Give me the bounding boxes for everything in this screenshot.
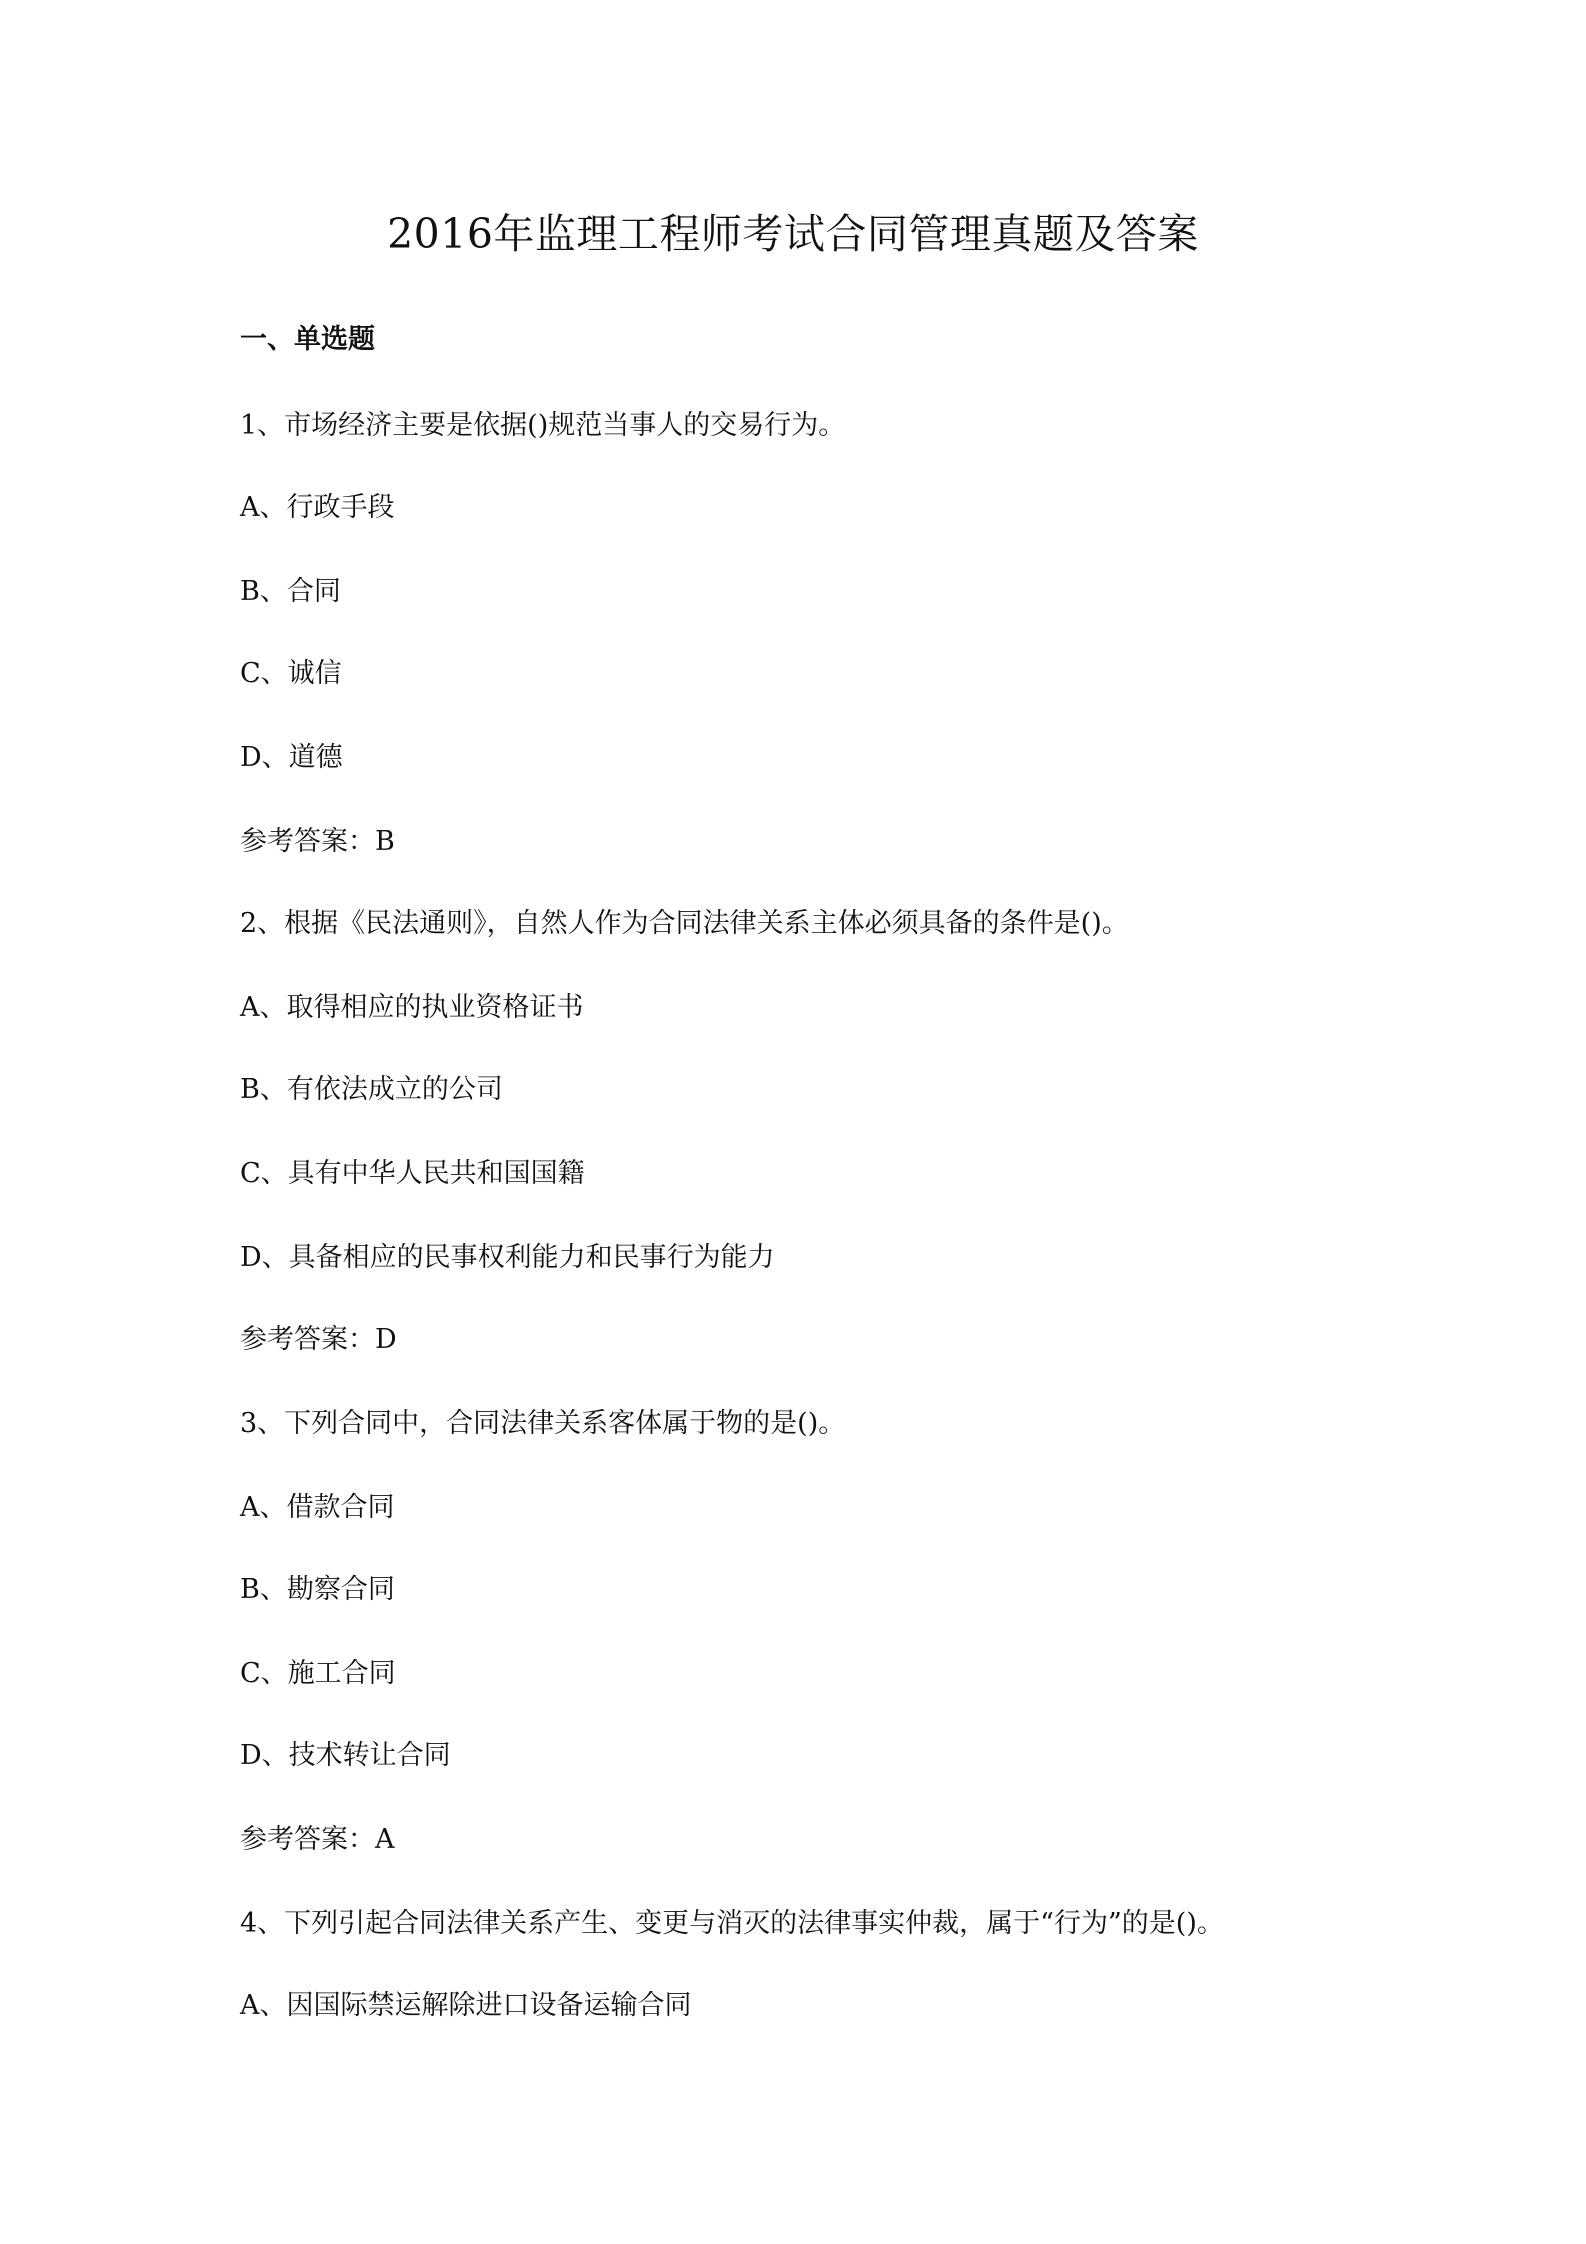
question-3-stem: 3、下列合同中，合同法律关系客体属于物的是()。 bbox=[240, 1408, 846, 1439]
section-heading: 一、单选题 bbox=[240, 324, 375, 355]
question-3-option-a: A、借款合同 bbox=[240, 1492, 395, 1523]
question-2-option-b: B、有依法成立的公司 bbox=[240, 1074, 503, 1105]
question-2-answer: 参考答案：D bbox=[240, 1324, 397, 1355]
question-2-stem: 2、根据《民法通则》，自然人作为合同法律关系主体必须具备的条件是()。 bbox=[240, 908, 1129, 939]
question-2-option-a: A、取得相应的执业资格证书 bbox=[240, 992, 584, 1023]
question-2-option-c: C、具有中华人民共和国国籍 bbox=[240, 1158, 585, 1189]
question-3-option-d: D、技术转让合同 bbox=[240, 1740, 451, 1771]
question-1-stem: 1、市场经济主要是依据()规范当事人的交易行为。 bbox=[240, 410, 846, 441]
document-title: 2016年监理工程师考试合同管理真题及答案 bbox=[387, 210, 1199, 258]
question-1-option-b: B、合同 bbox=[240, 576, 341, 607]
question-1-option-a: A、行政手段 bbox=[240, 492, 395, 523]
question-2-option-d: D、具备相应的民事权利能力和民事行为能力 bbox=[240, 1242, 775, 1273]
question-3-option-c: C、施工合同 bbox=[240, 1658, 396, 1689]
question-1-option-c: C、诚信 bbox=[240, 658, 342, 689]
question-3-answer: 参考答案：A bbox=[240, 1824, 395, 1855]
question-1-option-d: D、道德 bbox=[240, 742, 343, 773]
question-4-option-a: A、因国际禁运解除进口设备运输合同 bbox=[240, 1990, 692, 2021]
question-4-stem: 4、下列引起合同法律关系产生、变更与消灭的法律事实仲裁，属于“行为”的是()。 bbox=[240, 1908, 1224, 1939]
question-3-option-b: B、勘察合同 bbox=[240, 1574, 395, 1605]
question-1-answer: 参考答案：B bbox=[240, 826, 395, 857]
